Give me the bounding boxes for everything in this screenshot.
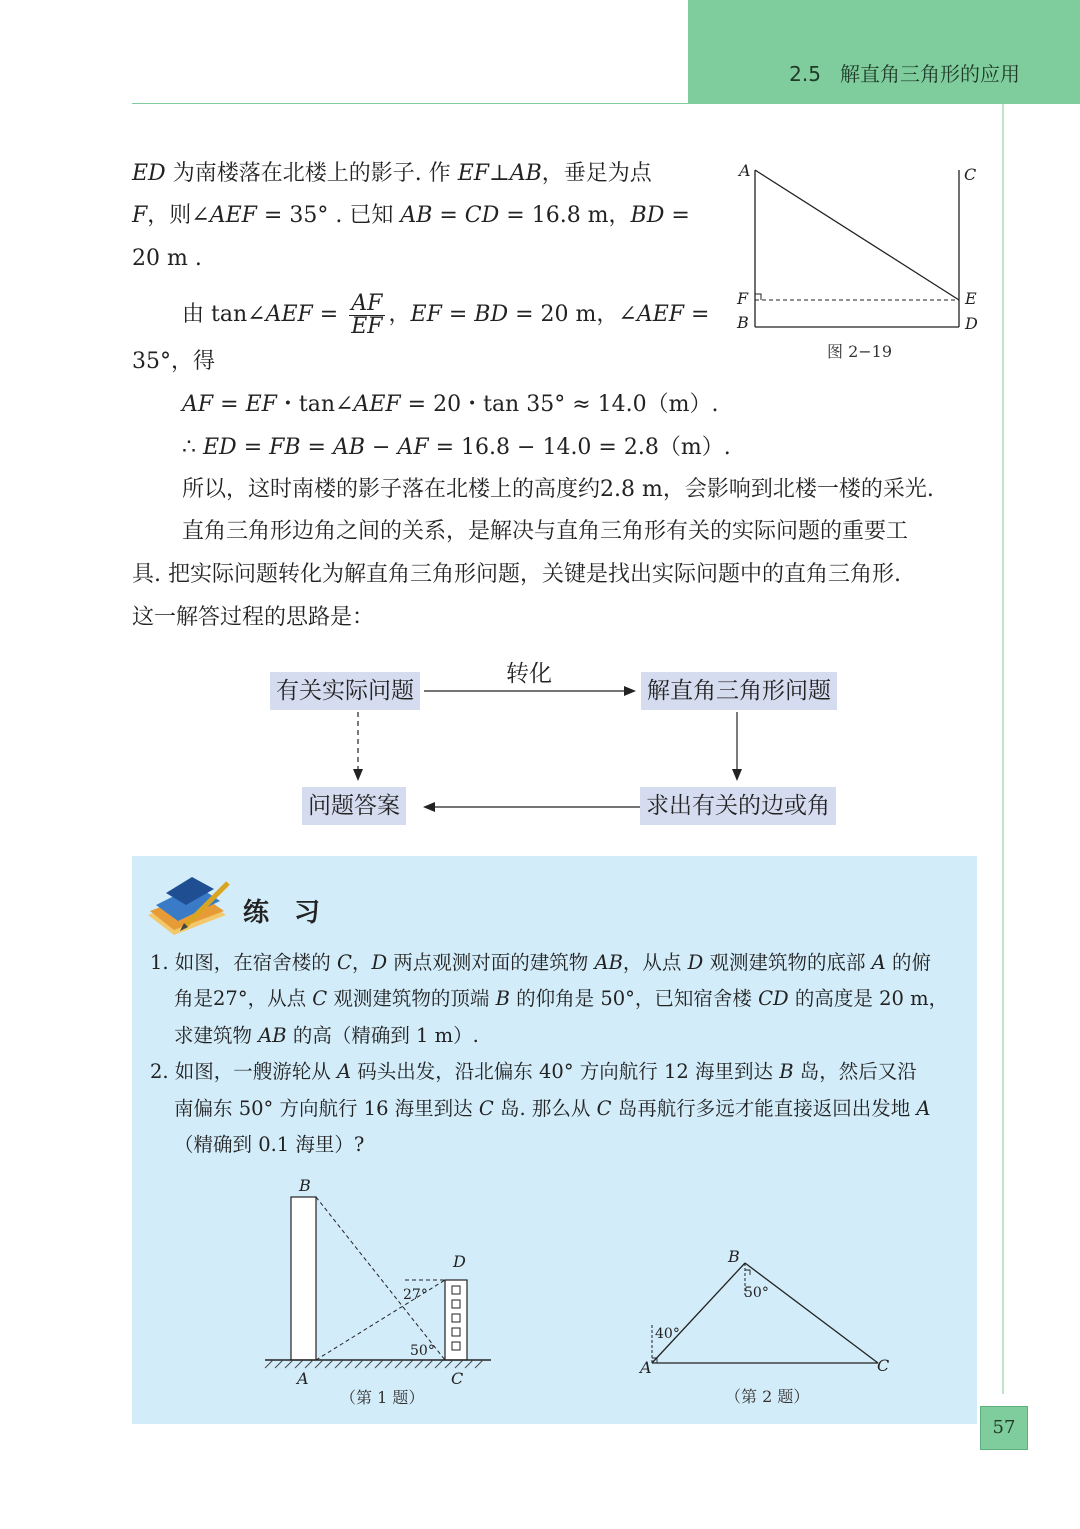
question-1-line-3: 求建筑物 AB 的高（精确到 1 m）. <box>174 1024 479 1047</box>
practice-figure-1 <box>255 1172 505 1412</box>
fig1-angle-50: 50° <box>410 1343 435 1359</box>
section-title: 2.5 解直角三角形的应用 <box>789 62 1020 86</box>
label-A: A <box>739 161 751 180</box>
label-F: F <box>737 289 749 308</box>
question-1-line-2: 角是27°，从点 C 观测建筑物的顶端 B 的仰角是 50°，已知宿舍楼 CD 的高度是 20 m， <box>174 987 949 1010</box>
text-line-5: 35°，得 <box>132 349 215 374</box>
text-line-11: 这一解答过程的思路是： <box>132 605 375 630</box>
question-1-line-1: 1. 如图，在宿舍楼的 C，D 两点观测对面的建筑物 AB，从点 D 观测建筑物的底部 A 的俯 <box>150 951 931 974</box>
flow-box-answer: 问题答案 <box>302 787 406 825</box>
fig2-angle-50: 50° <box>744 1285 769 1301</box>
figure-2-19 <box>730 155 990 370</box>
text-line-1: ED 为南楼落在北楼上的影子. 作 EF⊥AB，垂足为点 <box>132 161 652 186</box>
text-line-4: 由 tan∠AEF = $\frac{AF}{EF}$ ，EF = BD = 20 m，∠AEF = <box>182 290 710 339</box>
text-line-2: F，则∠AEF = 35° . 已知 AB = CD = 16.8 m，BD = <box>132 203 690 228</box>
fig2-label-A: A <box>640 1358 652 1377</box>
margin-rule <box>1002 104 1004 1394</box>
fig2-caption: （第 2 题） <box>725 1387 810 1406</box>
fig1-label-C: C <box>451 1369 464 1388</box>
fig1-caption: （第 1 题） <box>340 1388 425 1407</box>
flow-box-find-sides-angles: 求出有关的边或角 <box>640 787 836 825</box>
text-line-7: ∴ ED = FB = AB − AF = 16.8 − 14.0 = 2.8（m）. <box>182 435 731 460</box>
practice-figure-2 <box>630 1240 910 1412</box>
label-B: B <box>737 313 749 332</box>
fig2-label-B: B <box>728 1247 740 1266</box>
fig1-angle-27: 27° <box>403 1287 428 1303</box>
flow-label-transform: 转化 <box>506 661 552 687</box>
question-2-line-1: 2. 如图，一艘游轮从 A 码头出发，沿北偏东 40° 方向航行 12 海里到达 B 岛，然后又沿 <box>150 1060 917 1083</box>
fig1-label-A: A <box>297 1369 309 1388</box>
fig1-label-D: D <box>453 1252 466 1271</box>
question-2-line-3: （精确到 0.1 海里）? <box>174 1133 365 1156</box>
question-2-line-2: 南偏东 50° 方向航行 16 海里到达 C 岛. 那么从 C 岛再航行多远才能直接返回出发地 A <box>174 1097 931 1120</box>
books-pencil-icon <box>144 875 234 940</box>
label-D: D <box>965 314 978 333</box>
text-line-10: 具. 把实际问题转化为解直角三角形问题，关键是找出实际问题中的直角三角形. <box>132 562 901 587</box>
fig2-angle-40: 40° <box>655 1326 680 1342</box>
flow-box-practical-problem: 有关实际问题 <box>270 672 420 710</box>
figure-caption: 图 2−19 <box>827 342 893 361</box>
header-rule <box>132 103 688 104</box>
label-C: C <box>964 165 977 184</box>
text-line-6: AF = EF・tan∠AEF = 20・tan 35° ≈ 14.0（m）. <box>182 392 719 417</box>
fig1-label-B: B <box>299 1176 311 1195</box>
header-band <box>688 0 1080 104</box>
fraction-af-ef: $\frac{AF}{EF}$ <box>351 290 383 339</box>
text-line-8: 所以，这时南楼的影子落在北楼上的高度约2.8 m，会影响到北楼一楼的采光. <box>182 477 934 502</box>
text-line-9: 直角三角形边角之间的关系，是解决与直角三角形有关的实际问题的重要工 <box>182 519 909 544</box>
flow-box-solve-triangle: 解直角三角形问题 <box>641 672 837 710</box>
label-E: E <box>965 289 977 308</box>
practice-title: 练 习 <box>243 898 329 928</box>
text-line-3: 20 m . <box>132 246 202 271</box>
fig2-label-C: C <box>877 1356 890 1375</box>
page-number: 57 <box>980 1406 1028 1450</box>
